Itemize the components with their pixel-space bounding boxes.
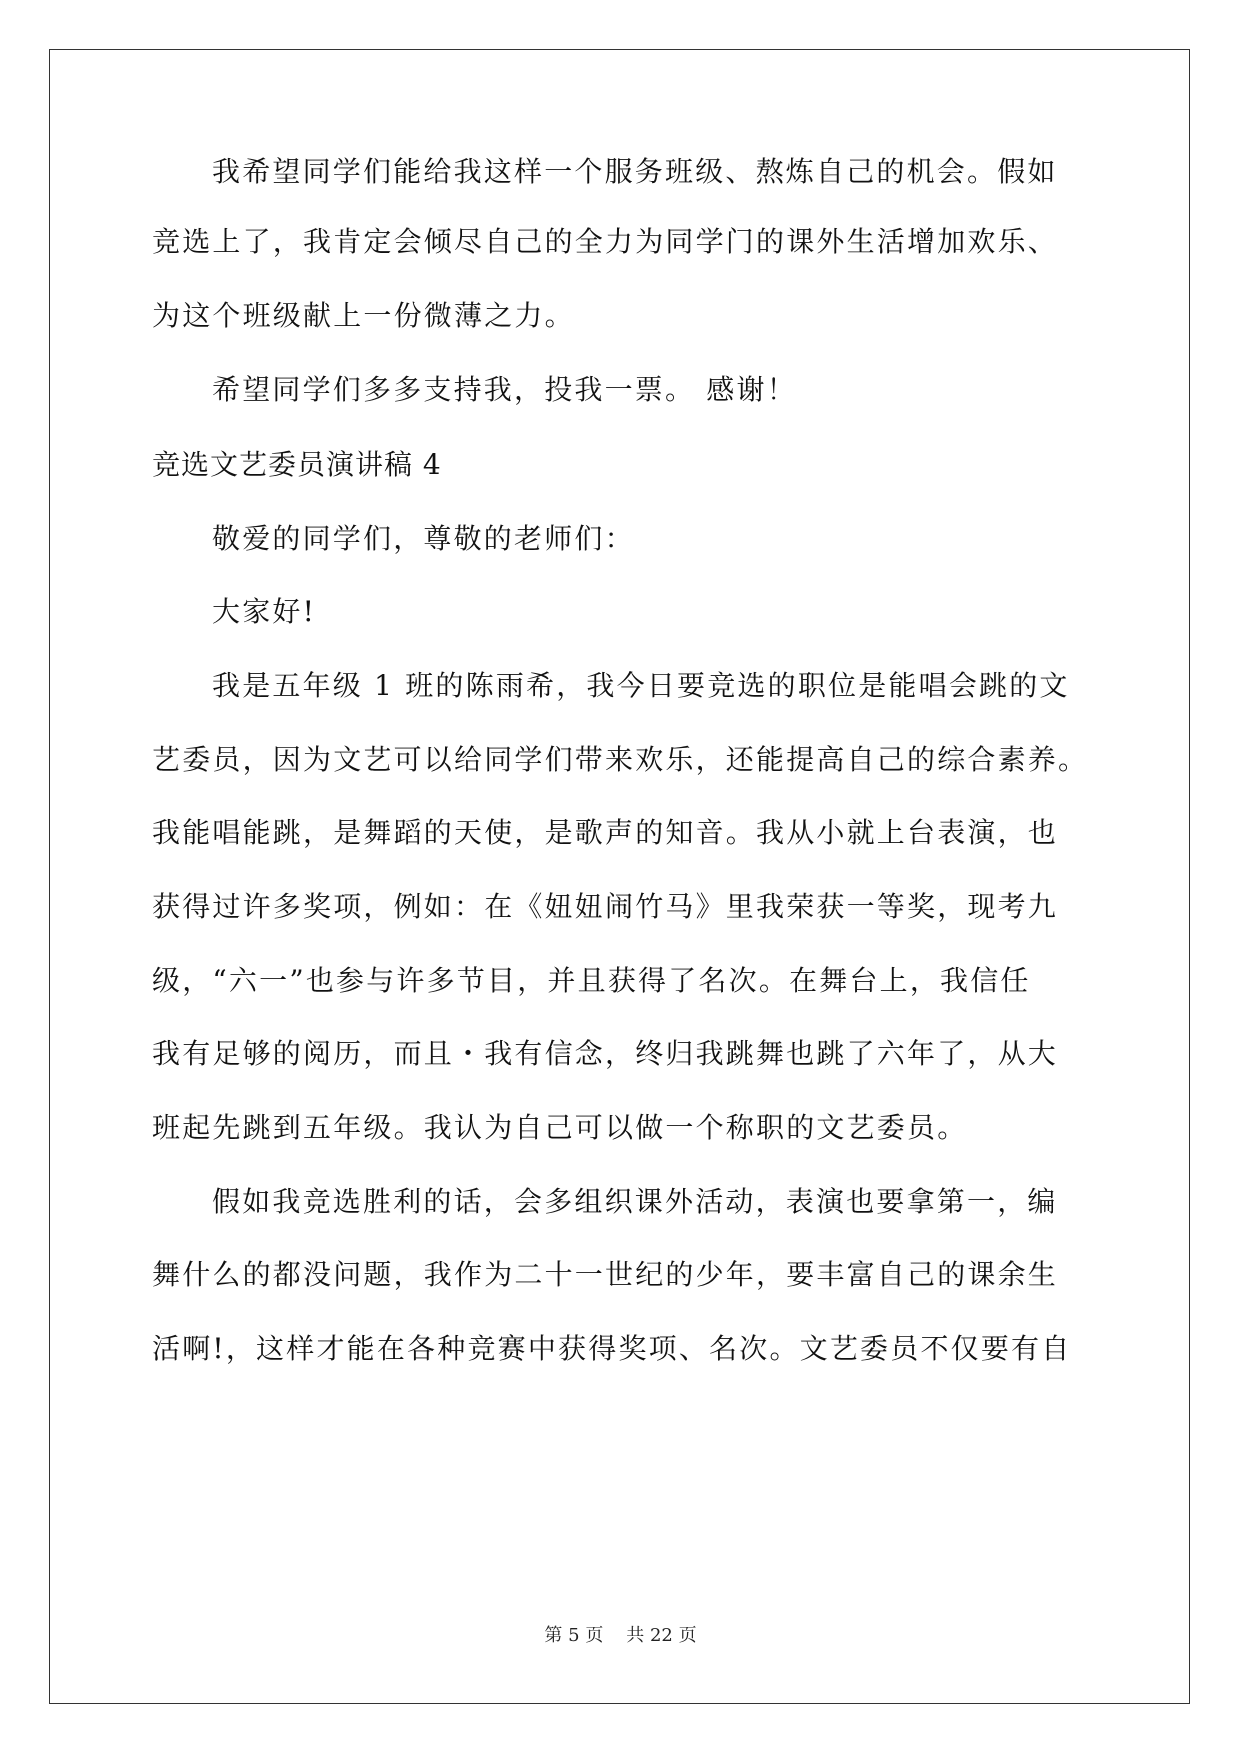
paragraph-line: 希望同学们多多支持我，投我一票。 感谢！ [212, 373, 797, 406]
page-footer [0, 1624, 1241, 1648]
paragraph-line: 艺委员，因为文艺可以给同学们带来欢乐，还能提高自己的综合素养。 [152, 743, 1089, 776]
paragraph-line: 我是五年级 1 班的陈雨希，我今日要竞选的职位是能唱会跳的文 [212, 669, 1070, 702]
paragraph-line: 我有足够的阅历，而且・我有信念，终归我跳舞也跳了六年了，从大 [152, 1037, 1059, 1070]
section-heading: 竞选文艺委员演讲稿 4 [152, 448, 442, 481]
paragraph-line: 活啊!，这样才能在各种竞赛中获得奖项、名次。文艺委员不仅要有自 [152, 1332, 1072, 1365]
greeting-line: 大家好! [212, 595, 317, 628]
paragraph-line: 我能唱能跳，是舞蹈的天使，是歌声的知音。我从小就上台表演，也 [152, 816, 1059, 849]
salutation-line: 敬爱的同学们，尊敬的老师们： [212, 522, 635, 555]
page-number: 第 5 页 [544, 1625, 604, 1646]
paragraph-line: 班起先跳到五年级。我认为自己可以做一个称职的文艺委员。 [152, 1111, 968, 1144]
paragraph-line: 为这个班级献上一份微薄之力。 [152, 299, 575, 332]
paragraph-line: 竞选上了，我肯定会倾尽自己的全力为同学门的课外生活增加欢乐、 [152, 225, 1059, 258]
page-total: 共 22 页 [626, 1625, 697, 1646]
paragraph-line: 舞什么的都没问题，我作为二十一世纪的少年，要丰富自己的课余生 [152, 1258, 1059, 1291]
paragraph-line: 假如我竞选胜利的话，会多组织课外活动，表演也要拿第一，编 [212, 1185, 1058, 1218]
paragraph-line: 级，“六一”也参与许多节目，并且获得了名次。在舞台上，我信任 [152, 964, 1031, 997]
paragraph-line: 获得过许多奖项，例如：在《妞妞闹竹马》里我荣获一等奖，现考九 [152, 890, 1059, 923]
paragraph-line: 我希望同学们能给我这样一个服务班级、熬炼自己的机会。假如 [212, 155, 1058, 188]
